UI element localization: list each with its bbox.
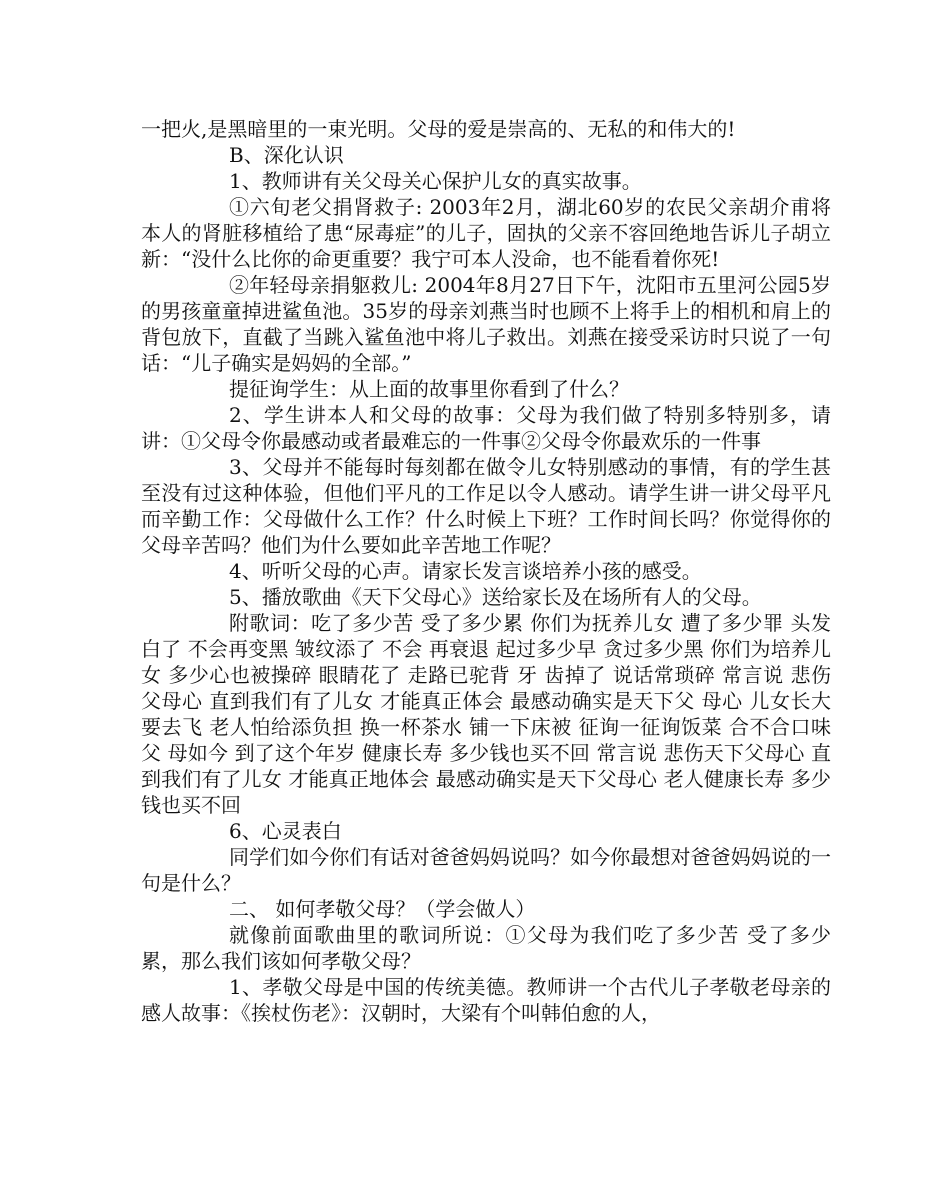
paragraph-closing-line: 一把火,是黑暗里的一束光明。父母的爱是崇高的、无私的和伟大的! xyxy=(141,117,736,141)
paragraph-father-kidney-story: ①六旬老父捐肾救子: 2003年2月，湖北60岁的农民父亲胡介甫将本人的肾脏移植给了患“尿毒症”的儿子，固执的父亲不容回绝地告诉儿子胡立新：“没什么比你的命更重要？我宁可本人没命，也不能看着你死! xyxy=(141,195,831,271)
paragraph-play-song: 5、播放歌曲《天下父母心》送给家长及在场所有人的父母。 xyxy=(229,585,762,609)
paragraph-parents-voice: 4、听听父母的心声。请家长发言谈培养小孩的感受。 xyxy=(229,559,702,583)
paragraph-students-tell-stories: 2、学生讲本人和父母的故事：父母为我们做了特别多特别多，请讲：①父母令你最感动或者最难忘的一件事②父母令你最欢乐的一件事 xyxy=(141,403,831,453)
paragraph-question-students: 提征询学生：从上面的故事里你看到了什么？ xyxy=(229,377,629,401)
paragraph-song-reference: 就像前面歌曲里的歌词所说：①父母为我们吃了多少苦 受了多少累，那么我们该如何孝敬父母？ xyxy=(141,923,831,973)
paragraph-traditional-virtue: 1、孝敬父母是中国的传统美德。教师讲一个古代儿子孝敬老母亲的感人故事：《挨杖伤老》：汉朝时，大梁有个叫韩伯愈的人， xyxy=(141,975,831,1025)
section-heading-deepen-understanding: B、深化认识 xyxy=(229,143,344,167)
document-body xyxy=(141,116,831,1026)
paragraph-mother-rescue-story: ②年轻母亲捐躯救儿: 2004年8月27日下午，沈阳市五里河公园5岁的男孩童童掉进鲨鱼池。35岁的母亲刘燕当时也顾不上将手上的相机和肩上的背包放下，直截了当跳入鲨鱼池中将儿子救出。刘燕在接受采访时只说了一句话：“儿子确实是妈妈的全部。” xyxy=(141,273,831,375)
paragraph-teacher-story: 1、教师讲有关父母关心保护儿女的真实故事。 xyxy=(229,169,642,193)
paragraph-song-lyrics: 附歌词：吃了多少苦 受了多少累 你们为抚养儿女 遭了多少罪 头发白了 不会再变黑 皱纹添了 不会 再衰退 起过多少早 贪过多少黑 你们为培养儿女 多少心也被操碎 眼睛花了 走路已驼背 牙 齿掉了 说话常琐碎 常言说 悲伤父母心 直到我们有了儿女 才能真正体会 最感动确实是天下父 母心 儿女长大要去飞 老人怕给添负担 换一杯茶水 铺一下床被 征询一征询饭菜 合不合口味 父 母如今 到了这个年岁 健康长寿 多少钱也买不回 常言说 悲伤天下父母心 直到我们有了儿女 才能真正地体会 最感动确实是天下父母心 老人健康长寿 多少钱也买不回 xyxy=(141,611,831,817)
paragraph-parents-work: 3、父母并不能每时每刻都在做令儿女特别感动的事情，有的学生甚至没有过这种体验，但他们平凡的工作足以令人感动。请学生讲一讲父母平凡而辛勤工作：父母做什么工作？什么时候上下班？工作时间长吗？你觉得你的父母辛苦吗？他们为什么要如此辛苦地工作呢？ xyxy=(141,455,831,557)
section-heading-heart-confession: 6、心灵表白 xyxy=(229,819,342,843)
section-heading-honor-parents: 二、 如何孝敬父母？（学会做人） xyxy=(229,897,536,921)
paragraph-talk-to-parents: 同学们如今你们有话对爸爸妈妈说吗？如今你最想对爸爸妈妈说的一句是什么？ xyxy=(141,845,831,895)
